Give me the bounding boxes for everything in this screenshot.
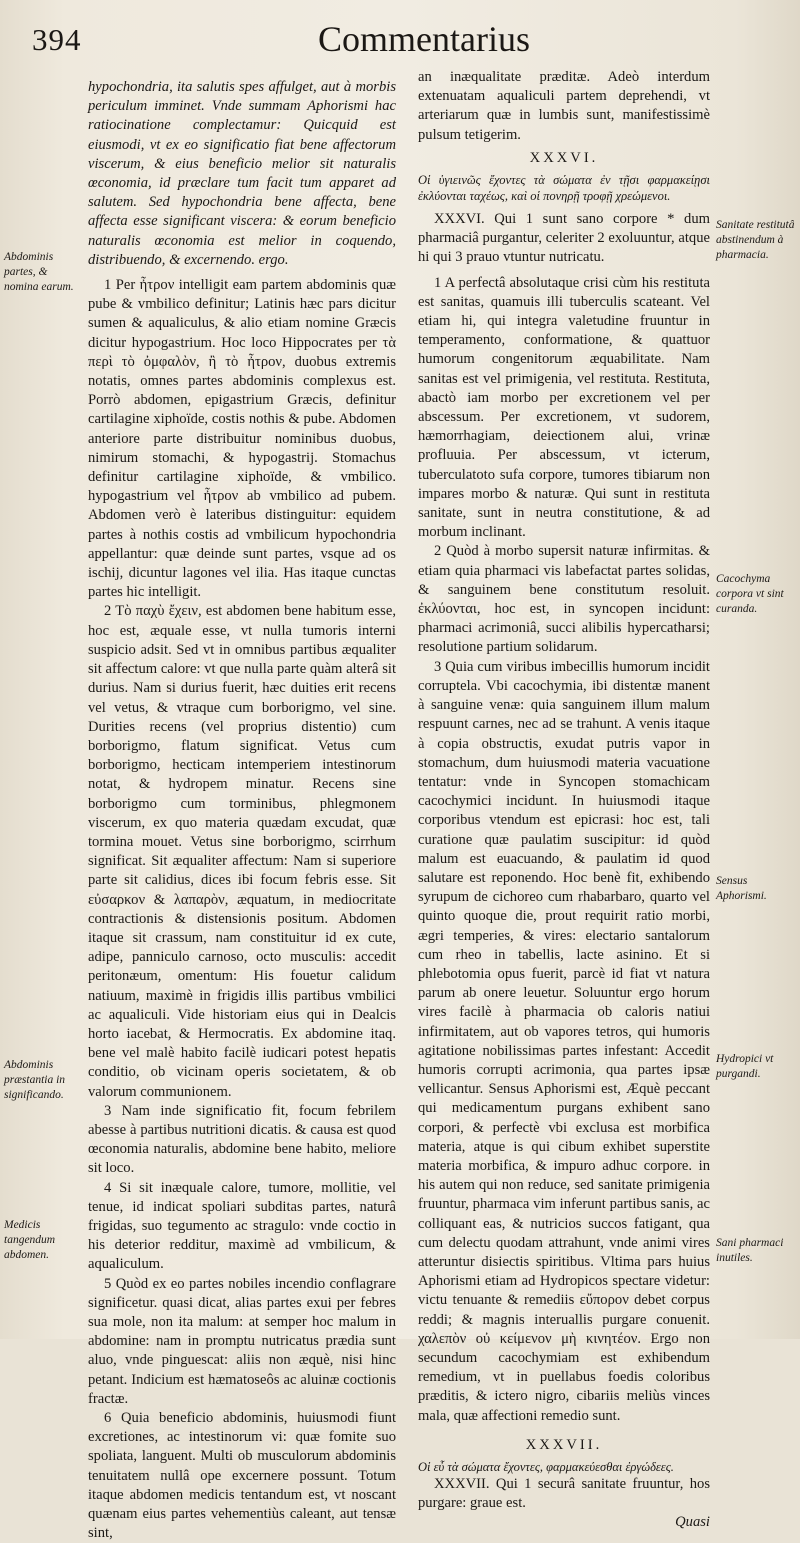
page-number: 394 bbox=[32, 22, 82, 57]
intro-paragraph: hypochondria, ita salutis spes affulget, aut à morbis periculum imminet. Vnde summam Aphorismi hac ratiocinatione complectamur: Quicquid est eiusmodi, vt ex eo significatio fiat bene affectorum viscerum, & eius beneficio melior sit naturalis œconomia, id præclare tum facit tum apparet ad salutem. Sed hypochondria bene affecta, bene affecta esse significant viscera: & eorum beneficio naturalis œconomia est melior in coquendo, distribuendo, & excernendo. ergo. bbox=[88, 79, 396, 268]
comment-paragraph-6: 6 Quia beneficio abdominis, huiusmodi fiunt excretiones, ac intestinorum vi: quæ fomite suo spoliata, languent. Multi ob musculorum abdominis tenuitatem nullâ ope excernere possunt. Totum itaque abdomen medicis tentandum est, vt noscant quænam eius partes vehementiùs caleant, aut tensæ sint, bbox=[88, 1410, 396, 1542]
section-37-aphorism: XXXVII. Qui 1 securâ sanitate fruuntur, hos purgare: graue est. bbox=[418, 1476, 710, 1512]
section-36-greek: Οἱ ὑγιεινῶς ἔχοντες τὰ σώματα ἐν τῇσι φαρμακείῃσι ἐκλύονται ταχέως, καὶ οἱ πονηρῇ τροφῇ χρεώμενοι. bbox=[418, 173, 710, 204]
section-36-paragraph-3: 3 Quia cum viribus imbecillis humorum incidit corruptela. Vbi cacochymia, ibi distentæ manent à sanguine venæ: quia sanguinem illum malum respuunt carnes, nec ad se trahunt. A venis itaque à copia obstructis, exudat putris vapor in stomachum, dum huiusmodi materia vacuatione tentatur: vnde in Syncopen stomachicam cacochymici incidunt. In huiusmodi itaque corporibus vtendum est epicrasi: hoc est, tali curatione quæ paulatim suscipitur: id quòd malum est euacuando, & paulatim id quod salutare est reponendo. Hoc benè fit, exhibendo syrupum de cichoreo cum rhabarbaro, quarto vel quinto quoque die, prout requirit ratio morbi, ægri temperies, & vires: electario santalorum cum rheo in tabellis, lacte asinino. Et si phlebotomia opus fuerit, parcè id fiat vt natura parum ab onere leuetur. Soluuntur ergo horum vires facilè à pharmacia ob caloris natiui infirmitatem, aut ob vapores tetros, qui humoris agitatione nobilissimas partes infestant: Accedit humoris corrupti acrimonia, qua partes ipsæ vellicantur. Sensus Aphorismi est, Æquè peccant qui medicamentum purgans exhibent sano corpori, & perfectè vbi exclusa est morbifica materia, atque is qui cibum exhibet superstite materia morbifica, & impuro adhuc corpore. in his autem qui non reduce, sed sanitate primigenia fruuntur, pharmaca vim inferunt partibus sanis, ac colliquant eas, & nutricios succos fatigant, qua cum delectu quodam attrahunt, vnde animi vires atteruntur disiectis spiritibus. Vltima pars huius Aphorismi etiam ad Hydropicos spectare videtur: victu tenuante & remediis εὔπορον debet corpus reddi; & magnis interuallis purgare conuenit. χαλεπὸν οὐ κείμενον μὴ κινητέον. Ergo non secundum cacochymiam est exhibendum remedium, vt in puellabus foedis coloribus præditis, & ictero nigro, cibariis meliùs vinces mala, quæ affectioni remedio sunt. bbox=[418, 658, 710, 1424]
comment-paragraph-5: 5 Quòd ex eo partes nobiles incendio conflagrare significetur. quasi dicat, alias partes exui per febres sua mole, non ita malum: at semper hoc malum in abdomine: nam in promptu nutricatus prædia sunt aluo, vnde pinguescat: aliis non æquè, nisi hinc petant. Indicium est hæmatoseôs ac aluinæ coctionis fractæ. bbox=[88, 1275, 396, 1407]
catchword: Quasi bbox=[675, 1514, 710, 1531]
section-37-greek: Οἱ εὖ τὰ σώματα ἔχοντες, φαρμακεύεσθαι ἐργώδεες. bbox=[418, 1460, 674, 1475]
section-36-aphorism: XXXVI. Qui 1 sunt sano corpore * dum pharmaciâ purgantur, celeriter 2 exoluuntur, atque hi qui 3 prauo vtuntur nutricatu. bbox=[418, 211, 710, 266]
comment-paragraph-2: 2 Τὸ παχὺ ἔχειν, est abdomen bene habitum esse, hoc est, æquale esse, vt nulla tumoris interni suspicio adsit. Sed vt in omnibus partibus æqualiter sit affectum calore: vt que nulla parte quàm alterâ sit durius. Nam si durius fuerit, hæc duities erit recens vel vetus, & vtraque cum borborigmo, vel sine. Durities recens (vel proprius distentio) cum borborigmo, flatum significat. Vetus cum borborigmo, hecticam intemperiem intestinorum notat, & hydropem minatur. Recens sine borborigmo cum torminibus, phlegmonem viscerum, ex quo materia quædam excudat, quæ tormina mouet. Vetus sine borborigmo, scirrhum significat. Sit æqualiter affectum: Nam si superiore parte sit calidius, dices ibi focum febris esse. Sit εὐσαρκον & λαπαρὸν, æquatum, in mediocritate contractionis & distensionis positum. Abdomen itaque sit crassum, nam constituitur id ex cute, adipe, panniculo carnoso, octo musculis: accedit peritonæum, omentum: His fouetur calidum natiuum, maximè in frigidis illis partibus vmbilici ac aqualiculi. Vide historiam eius qui in Dealcis horto iacebat, & Hermocratis. Ex abdomine itaq. bene vel malè habito facilè iudicari potest hepatis conditio, ob vicinam operis societatem, & ob valorum communionem. bbox=[88, 603, 396, 1100]
left-column bbox=[88, 78, 396, 1543]
margin-note-abdominis-praestantia: Abdominis præstantia in significando. bbox=[4, 1059, 66, 1101]
section-36-paragraph-2: 2 Quòd à morbo supersit naturæ infirmitas. & etiam quia pharmaci vis labefactat partes solidas, & sanguinem bene constitutum resoluit. ἐκλύονται, hoc est, in syncopen incidunt: pharmaci acrimoniâ, succi alibilis hypercatharsi; resolutione partium solidarum. bbox=[418, 543, 710, 656]
margin-note-sanitate-restituta: Sanitate restitutâ abstinendum à pharmacia. bbox=[716, 219, 795, 261]
section-37-heading: XXXVII. bbox=[525, 1436, 603, 1453]
continuation-text: an inæqualitate præditæ. Adeò interdum extenuatam aqualiculi partem deprehendi, vt arteriarum quæ in lumbis sunt, manifestissimè pulsum tetigerim. bbox=[418, 69, 710, 143]
comment-paragraph-3: 3 Nam inde significatio fit, focum febrilem abesse à partibus nutritioni dicatis. & causa est quod œconomia naturalis, abdomine bene habito, meliore sit loco. bbox=[88, 1102, 396, 1177]
comment-paragraph-4: 4 Si sit inæquale calore, tumore, mollitie, vel tenue, id indicat spoliari subditas partes, naturâ frigidas, suo tegumento ac stragulo: vnde coctio in his deterior redditur, maximè ad vmbilicum, & aqualiculum. bbox=[88, 1179, 396, 1273]
comment-paragraph-1: 1 Per ἦτρον intelligit eam partem abdominis quæ pube & vmbilico definitur; Latinis hæc pars dicitur sumen & aqualiculus, & alio etiam nomine Græcis dicitur hypogastrium. Hoc loco Hippocrates per τὰ περὶ τὸ ὀμφαλὸν, ἢ τὸ ἦτρον, duobus extremis notatis, omnes partes abdominis complexus est. Porrò abdomen, epigastrium Græcis, definitur cartilagine xiphoïde, costis nothis & pube. Abdomen anteriore parte distribuitur nominibus duobus, nimirum stomachi, & hypogastrij. Stomachus definitur cartilagine xiphoïde, & vmbilico. hypogastrium vel ἦτρον ab vmbilico ad pubem. Abdomen verò è lateribus distinguitur: equidem partes à nothis costis ad vmbilicum hypochondria appellantur: quæ deinde sunt partes, vsque ad os ischij, dicuntur lagones vel ilia. Has itaque cunctas partes hic intelligit. bbox=[88, 277, 396, 601]
right-column bbox=[418, 68, 710, 1533]
margin-note-abdominis-partes: Abdominis partes, & nomina earum. bbox=[4, 251, 74, 293]
section-36-heading: XXXVI. bbox=[529, 149, 599, 166]
margin-note-medicis-tangendum: Medicis tangendum abdomen. bbox=[4, 1219, 56, 1261]
margin-note-cacochyma: Cacochyma corpora vt sint curanda. bbox=[716, 573, 784, 615]
margin-note-sani-pharmaci: Sani pharmaci inutiles. bbox=[716, 1237, 784, 1264]
running-title: Commentarius bbox=[318, 19, 530, 59]
section-36-paragraph-1: 1 A perfectâ absolutaque crisi cùm his restituta est sanitas, quamuis illi tuberculis scateant. Vel etiam hi, qui integra valetudine fruuntur in temperamento, conformatione, & quattuor humorum congenitorum æquabilitate. Nam sanitas est vel primigenia, vel restituta. Restituta, abactò iam morbo per excretionem vel per abscessum. Per excretionem, vt sudorem, hæmorrhagiam, deiectionem alui, vrinæ profluuia. Per abscessum, vt icterum, tuberculatoto sufa corpore, tumores tibiarum non impares morbo & naturæ. Qui sunt in restituta sanitate, sunt in neutra constitutione, & ad morbum inclinant. bbox=[418, 274, 710, 541]
margin-note-sensus: Sensus Aphorismi. bbox=[716, 875, 767, 902]
margin-note-hydropici: Hydropici vt purgandi. bbox=[716, 1053, 774, 1080]
